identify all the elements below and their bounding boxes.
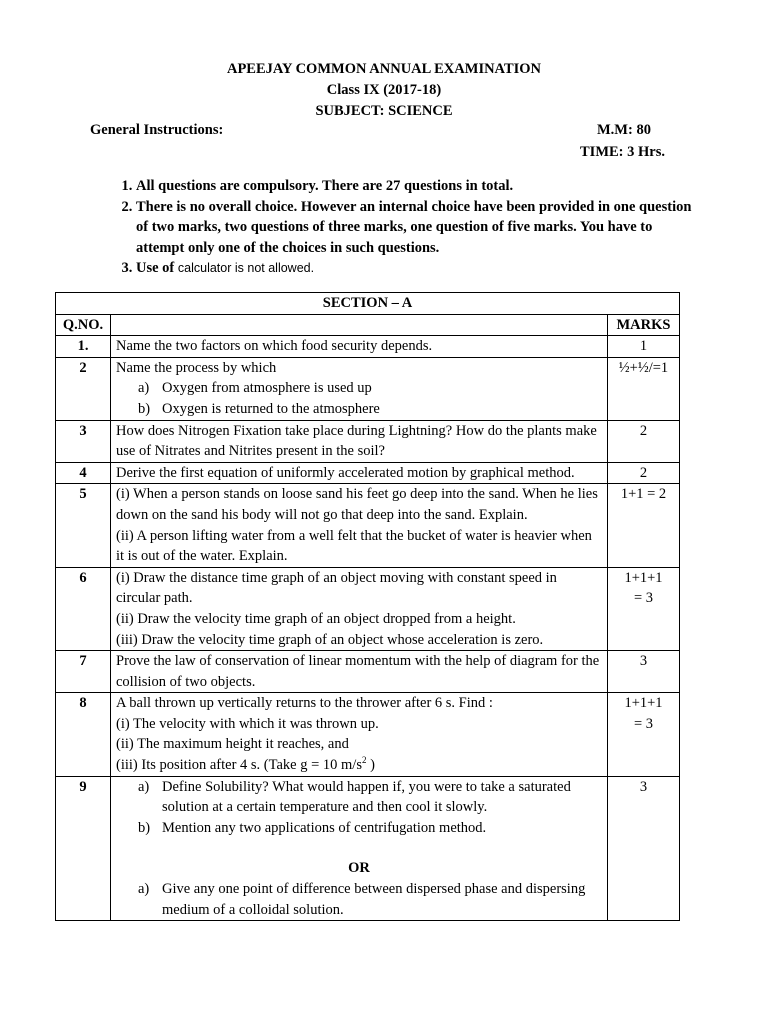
instruction-item bbox=[136, 258, 696, 279]
exam-time: TIME: 3 Hrs. bbox=[580, 144, 665, 160]
or-separator: OR bbox=[348, 860, 370, 877]
question-text bbox=[111, 693, 608, 776]
subject-line: SUBJECT: SCIENCE bbox=[315, 103, 453, 119]
instructions-list bbox=[112, 176, 696, 279]
sub-question bbox=[116, 879, 602, 920]
instruction-item: 1. All questions are compulsory. There are 27 questions in total. bbox=[136, 176, 696, 197]
marks-line: 1+1+1 bbox=[624, 569, 663, 586]
question-number: 4 bbox=[56, 462, 111, 484]
marks-line: = 3 bbox=[633, 715, 654, 732]
question-line: (i) Draw the distance time graph of an object moving with constant speed in circular path. bbox=[116, 569, 557, 607]
sub-text: Oxygen from atmosphere is used up bbox=[162, 380, 372, 397]
question-line: (ii) Draw the velocity time graph of an object dropped from a height. bbox=[116, 610, 516, 627]
question-text: Prove the law of conservation of linear momentum with the help of diagram for the collision of two objects. bbox=[111, 651, 608, 693]
question-line: (i) The velocity with which it was thrown up. bbox=[116, 715, 379, 732]
table-row bbox=[56, 336, 680, 358]
sub-text: Give any one point of difference between dispersed phase and dispersing medium of a colloidal solution. bbox=[162, 881, 586, 918]
question-marks: 2 bbox=[608, 462, 680, 484]
line-text: (iii) Its position after 4 s. (Take g = 10 m/s bbox=[116, 757, 362, 774]
question-table bbox=[55, 292, 680, 921]
sub-question bbox=[116, 399, 602, 420]
class-line: Class IX (2017-18) bbox=[326, 82, 442, 98]
question-marks: 3 bbox=[608, 651, 680, 693]
general-instructions-heading: General Instructions: bbox=[90, 122, 224, 138]
sub-question bbox=[116, 777, 602, 818]
question-marks: ½+½/=1 bbox=[608, 357, 680, 420]
question-line: (ii) A person lifting water from a well felt that the bucket of water is heavier when it is out of the water. Explain. bbox=[116, 527, 592, 565]
sub-label: a) bbox=[138, 778, 150, 795]
question-line: A ball thrown up vertically returns to the thrower after 6 s. Find : bbox=[116, 695, 493, 712]
line-text: ) bbox=[366, 757, 375, 774]
question-marks bbox=[608, 693, 680, 776]
instruction-text: calculator is not allowed. bbox=[177, 261, 315, 275]
col-qno: Q.NO. bbox=[56, 314, 111, 336]
table-row bbox=[56, 567, 680, 650]
section-title: SECTION – A bbox=[56, 293, 680, 315]
marks-line: 1+1+1 bbox=[624, 695, 663, 712]
question-line bbox=[116, 755, 602, 776]
sub-text: Mention any two applications of centrifugation method. bbox=[162, 819, 487, 836]
question-marks: 1 bbox=[608, 336, 680, 358]
question-marks: 3 bbox=[608, 776, 680, 921]
sub-label: a) bbox=[138, 380, 150, 397]
sub-question bbox=[116, 378, 602, 399]
table-row bbox=[56, 693, 680, 776]
question-number: 7 bbox=[56, 651, 111, 693]
question-number: 6 bbox=[56, 567, 111, 650]
sub-text: Oxygen is returned to the atmosphere bbox=[162, 400, 380, 417]
col-question bbox=[111, 314, 608, 336]
question-number: 3 bbox=[56, 420, 111, 462]
sub-label: b) bbox=[138, 819, 151, 836]
table-row bbox=[56, 484, 680, 567]
table-row bbox=[56, 462, 680, 484]
question-text: Name the two factors on which food security depends. bbox=[111, 336, 608, 358]
question-line: (ii) The maximum height it reaches, and bbox=[116, 736, 349, 753]
table-row bbox=[56, 357, 680, 420]
question-number: 2 bbox=[56, 357, 111, 420]
question-number: 5 bbox=[56, 484, 111, 567]
question-line: (iii) Draw the velocity time graph of an object whose acceleration is zero. bbox=[116, 631, 544, 648]
question-marks: 2 bbox=[608, 420, 680, 462]
question-number: 1. bbox=[56, 336, 111, 358]
question-text bbox=[111, 567, 608, 650]
sub-question bbox=[116, 818, 602, 839]
max-marks: M.M: 80 bbox=[597, 122, 651, 138]
question-marks bbox=[608, 567, 680, 650]
sub-text: Define Solubility? What would happen if, you were to take a saturated solution at a certain temperature and then cool it slowly. bbox=[162, 778, 571, 816]
question-number: 9 bbox=[56, 776, 111, 921]
col-marks: MARKS bbox=[608, 314, 680, 336]
question-text: Derive the first equation of uniformly accelerated motion by graphical method. bbox=[111, 462, 608, 484]
question-line: (i) When a person stands on loose sand his feet go deep into the sand. When he lies down on the sand his body will not go that deep into the sand. Explain. bbox=[116, 486, 598, 523]
question-text bbox=[111, 776, 608, 921]
sub-label: b) bbox=[138, 400, 151, 417]
question-text: How does Nitrogen Fixation take place during Lightning? How do the plants make use of Nitrates and Nitrites present in the soil? bbox=[111, 420, 608, 462]
question-text bbox=[111, 484, 608, 567]
section-row bbox=[56, 293, 680, 315]
superscript: 2 bbox=[361, 755, 367, 766]
question-number: 8 bbox=[56, 693, 111, 776]
question-line: Name the process by which bbox=[116, 359, 277, 376]
exam-title: APEEJAY COMMON ANNUAL EXAMINATION bbox=[226, 61, 542, 77]
instruction-item: 2. There is no overall choice. However an internal choice have been provided in one question of two marks, two questions of three marks, one question of five marks. You have to attempt only one of the choices in such questions. bbox=[136, 197, 696, 259]
marks-line: = 3 bbox=[633, 590, 654, 607]
header-row bbox=[56, 314, 680, 336]
table-row bbox=[56, 420, 680, 462]
instruction-text: Use of bbox=[136, 260, 175, 276]
table-row bbox=[56, 776, 680, 921]
question-text bbox=[111, 357, 608, 420]
sub-label: a) bbox=[138, 881, 150, 898]
question-marks: 1+1 = 2 bbox=[608, 484, 680, 567]
table-row bbox=[56, 651, 680, 693]
